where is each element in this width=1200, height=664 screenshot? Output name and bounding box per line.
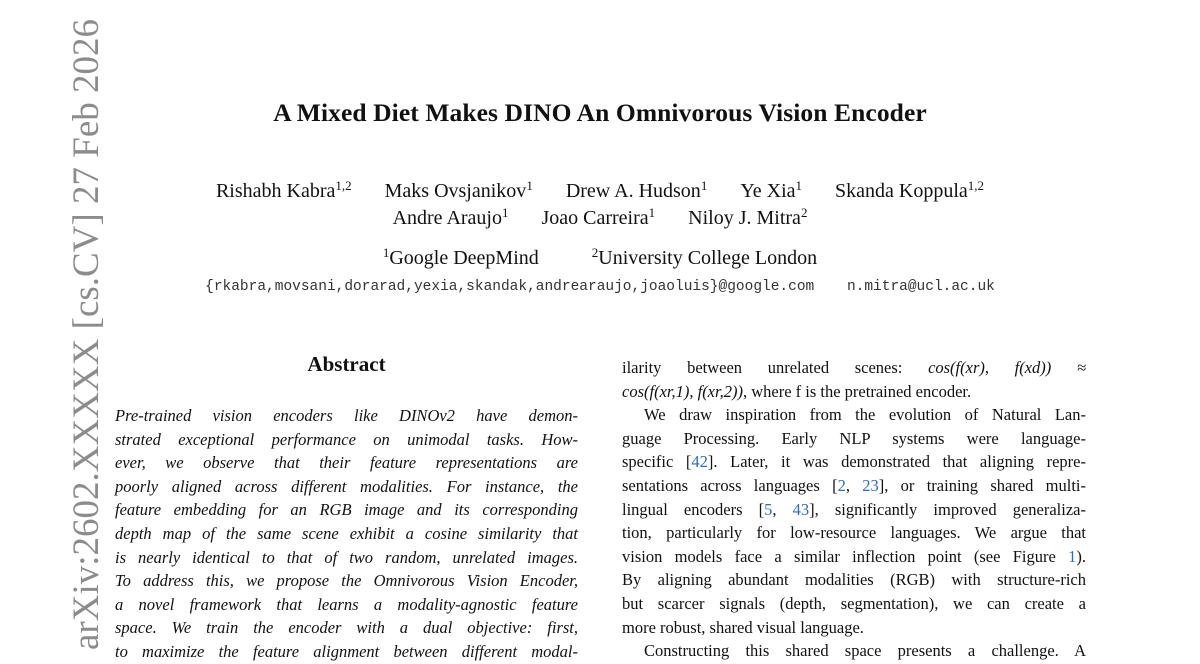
- author-emails: [0, 279, 1200, 295]
- author: Ye Xia$^1$: [740, 178, 803, 202]
- body-line: We draw inspiration from the evolution of Natural Lan-: [644, 405, 1086, 425]
- author: Skanda Koppula$^{1,2}$: [835, 178, 985, 202]
- author: Niloy J. Mitra$^2$: [688, 205, 808, 229]
- abstract-line: a novel framework that learns a modality-agnostic feature: [115, 594, 578, 614]
- figure-link[interactable]: 1: [1068, 546, 1077, 566]
- body-line: sentations across languages [2, 23], or training shared multi-: [622, 475, 1086, 495]
- abstract-line: Pre-trained vision encoders like DINOv2 have demon-: [115, 406, 578, 425]
- body-line: more robust, shared visual language.: [622, 617, 864, 637]
- abstract-line: To address this, we propose the Omnivorous Vision Encoder,: [115, 571, 578, 591]
- citation-link[interactable]: 42: [691, 452, 708, 472]
- body-line: lingual encoders [5, 43], significantly improved generaliza-: [622, 499, 1086, 519]
- abstract-line: is nearly identical to that of two random, unrelated images.: [115, 547, 578, 567]
- citation-link[interactable]: 43: [792, 499, 810, 519]
- right-column-body: [622, 356, 1086, 663]
- abstract-line: space. We train the encoder with a dual objective: first,: [115, 618, 578, 638]
- citation-link[interactable]: 5: [764, 499, 773, 519]
- author: Rishabh Kabra$^{1,2}$: [215, 178, 352, 202]
- abstract-line: strated exceptional performance on unimodal tasks. How-: [115, 429, 578, 449]
- abstract-line: depth map of the same scene exhibit a cosine similarity that: [115, 523, 578, 543]
- abstract-line: ever, we observe that their feature representations are: [115, 453, 578, 473]
- email-google[interactable]: {rkabra,movsani,dorarad,yexia,skandak,andrearaujo,joaoluis}@google.com: [205, 279, 815, 295]
- author: Joao Carreira$^1$: [541, 205, 656, 229]
- abstract-heading: Abstract: [307, 352, 386, 376]
- body-line: tion, particularly for low-resource languages. We argue that: [622, 523, 1086, 543]
- body-line: specific [42]. Later, it was demonstrated that aligning repre-: [622, 452, 1086, 472]
- abstract-body: [115, 404, 578, 664]
- abstract-line: poorly aligned across different modalities. For instance, the: [115, 476, 578, 496]
- citation-link[interactable]: 2: [837, 475, 846, 495]
- author: Maks Ovsjanikov$^1$: [384, 178, 533, 202]
- author: Drew A. Hudson$^1$: [565, 178, 708, 202]
- arxiv-side-stamp: [26, 19, 107, 650]
- authors-line-2: [0, 205, 1200, 230]
- body-line: cos(f(xr,1), f(xr,2)), where f is the pretrained encoder.: [622, 381, 972, 401]
- arxiv-stamp-text: arXiv:2602.XXXXX [cs.CV] 27 Feb 2026: [66, 19, 107, 650]
- body-line: By aligning abundant modalities (RGB) with structure-rich: [622, 570, 1086, 590]
- abstract-line: to maximize the feature alignment between different modal-: [115, 641, 578, 661]
- email-ucl[interactable]: n.mitra@ucl.ac.uk: [846, 279, 995, 295]
- equation: cos(f(xr,1), f(xr,2)): [622, 381, 743, 401]
- body-line: ilarity between unrelated scenes: cos(f(xr), f(xd)) ≈: [622, 358, 1087, 377]
- authors-line-1: [0, 178, 1200, 203]
- affiliation: $^2$University College London: [591, 245, 818, 269]
- equation: cos(f(xr), f(xd)) ≈: [928, 358, 1087, 377]
- affiliations: [0, 245, 1200, 270]
- body-line: guage Processing. Early NLP systems were language-: [622, 428, 1086, 448]
- body-line: Constructing this shared space presents a challenge. A: [644, 641, 1086, 661]
- paper-title: A Mixed Diet Makes DINO An Omnivorous Vision Encoder: [273, 98, 927, 127]
- body-line: vision models face a similar inflection point (see Figure 1).: [622, 546, 1086, 566]
- affiliation: $^1$Google DeepMind: [382, 245, 539, 269]
- body-line: but scarcer signals (depth, segmentation), we can create a: [622, 593, 1086, 613]
- citation-link[interactable]: 23: [862, 475, 879, 495]
- paragraph: [622, 403, 1086, 663]
- author: Andre Araujo$^1$: [392, 205, 509, 229]
- abstract-line: feature embedding for an RGB image and its corresponding: [115, 500, 578, 520]
